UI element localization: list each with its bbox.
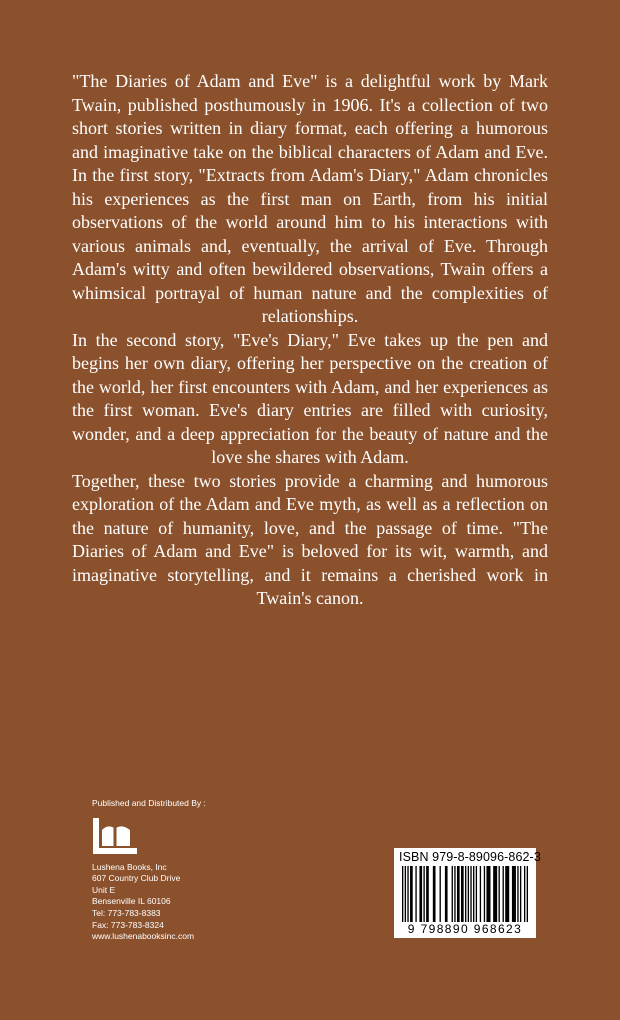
barcode-bars bbox=[400, 866, 530, 922]
back-cover-blurb bbox=[72, 70, 548, 611]
barcode-bar bbox=[499, 866, 500, 922]
barcode-bar bbox=[505, 866, 509, 922]
barcode-bar bbox=[433, 866, 436, 922]
barcode-bar bbox=[493, 866, 497, 922]
publisher-info bbox=[92, 798, 352, 943]
barcode-bar bbox=[402, 866, 403, 922]
barcode-bar bbox=[405, 866, 406, 922]
publisher-address-line-2: Unit E bbox=[92, 884, 116, 895]
barcode-bar bbox=[407, 866, 408, 922]
blurb-paragraph-3: Together, these two stories provide a charming and humorous exploration of the Adam and Eve myth, as well as a reflection on the nature of humanity, love, and the passage of time. "The Diaries of Adam and Eve" is beloved for its wit, warmth, and imaginative storytelling, and it remains a cherished work in Twain's canon. bbox=[72, 470, 548, 608]
barcode-bar bbox=[461, 866, 464, 922]
barcode-bar bbox=[423, 866, 424, 922]
barcode-bar bbox=[517, 866, 518, 922]
barcode-bar bbox=[415, 866, 416, 922]
barcode-bar bbox=[473, 866, 474, 922]
barcode-bar bbox=[426, 866, 429, 922]
barcode-bar bbox=[503, 866, 504, 922]
isbn-label: ISBN 979-8-89096-862-3 bbox=[399, 850, 541, 864]
barcode-bar bbox=[527, 866, 528, 922]
barcode-bar bbox=[410, 866, 413, 922]
publisher-fax: Fax: 773-783-8324 bbox=[92, 919, 164, 930]
blurb-paragraph-1: "The Diaries of Adam and Eve" is a delightful work by Mark Twain, published posthumously in 1906. It's a collection of two short stories written in diary format, each offering a humorous and imaginative take on the biblical characters of Adam and Eve. In the first story, "Extracts from Adam's Diary," Adam chronicles his experiences as the first man on Earth, from his initial observations of the world around him to his interactions with various animals and, eventually, the arrival of Eve. Through Adam's witty and often bewildered observations, Twain offers a whimsical portrayal of human nature and the complexities of relationships. bbox=[72, 71, 548, 326]
barcode-bar bbox=[484, 866, 485, 922]
barcode-bar bbox=[440, 866, 441, 922]
isbn-barcode bbox=[394, 848, 541, 938]
publisher-website: www.lushenabooksinc.com bbox=[92, 931, 195, 942]
publisher-address-line-1: 607 Country Club Drive bbox=[92, 873, 181, 884]
barcode-bar bbox=[470, 866, 471, 922]
publisher-heading: Published and Distributed By : bbox=[92, 798, 206, 808]
barcode-bar bbox=[512, 866, 516, 922]
publisher-city: Bensenville IL 60106 bbox=[92, 896, 171, 907]
barcode-bar bbox=[465, 866, 466, 922]
barcode-bar bbox=[476, 866, 477, 922]
barcode-bar bbox=[524, 866, 525, 922]
barcode-bar bbox=[520, 866, 521, 922]
blurb-paragraph-2: In the second story, "Eve's Diary," Eve takes up the pen and begins her own diary, offering her perspective on the creation of the world, her first encounters with Adam, and her experiences as the first woman. Eve's diary entries are filled with curiosity, wonder, and a deep appreciation for the beauty of nature and the love she shares with Adam. bbox=[72, 329, 548, 467]
barcode-bar bbox=[454, 866, 455, 922]
barcode-bar bbox=[457, 866, 460, 922]
barcode-bar bbox=[419, 866, 422, 922]
barcode-bar bbox=[486, 866, 490, 922]
barcode-bar bbox=[480, 866, 481, 922]
publisher-tel: Tel: 773-783-8383 bbox=[92, 907, 161, 918]
barcode-bar bbox=[445, 866, 448, 922]
barcode-digits: 9 798890 968623 bbox=[407, 922, 523, 936]
barcode-bar bbox=[468, 866, 469, 922]
publisher-name: Lushena Books, Inc bbox=[92, 861, 167, 872]
barcode-bar bbox=[452, 866, 453, 922]
lushena-logo-icon bbox=[92, 816, 138, 856]
